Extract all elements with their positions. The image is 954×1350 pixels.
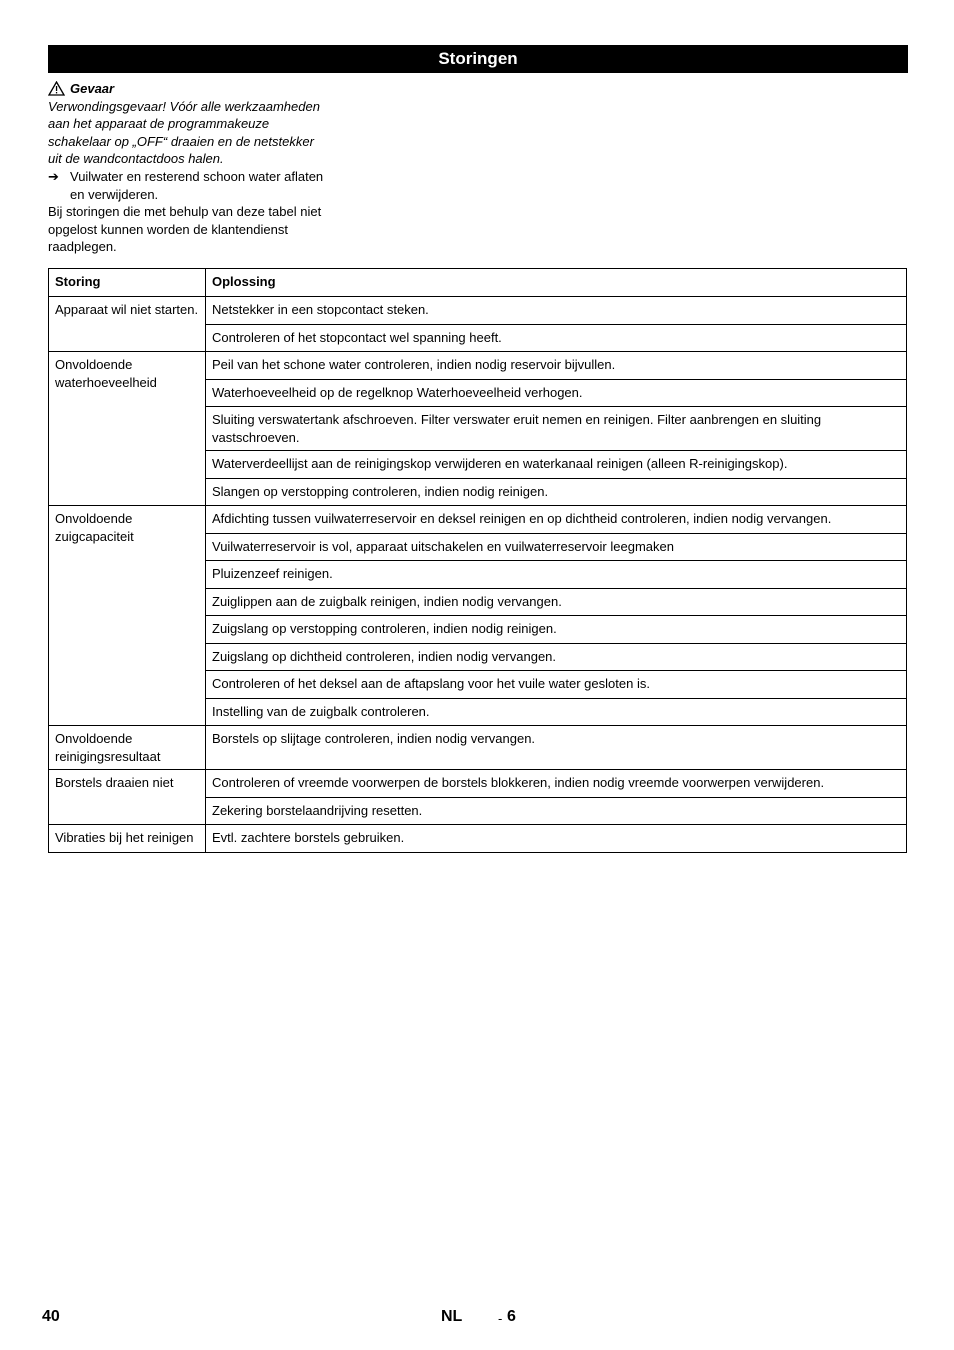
fault-cell: Onvoldoende reinigingsresultaat	[49, 726, 206, 770]
fault-cell: Borstels draaien niet	[49, 770, 206, 825]
solution-cell: Borstels op slijtage controleren, indien nodig vervangen.	[206, 726, 907, 770]
section-header	[48, 45, 908, 73]
solution-cell: Sluiting verswatertank afschroeven. Filter verswater eruit nemen en reinigen. Filter aanbrengen en sluiting vastschroeven.	[206, 407, 907, 451]
fault-cell: Onvoldoende zuigcapaciteit	[49, 506, 206, 726]
header-storing: Storing	[49, 269, 206, 297]
solution-cell: Evtl. zachtere borstels gebruiken.	[206, 825, 907, 853]
warning-triangle-icon	[48, 81, 65, 96]
warning-heading	[48, 80, 328, 98]
solution-cell: Controleren of vreemde voorwerpen de borstels blokkeren, indien nodig vreemde voorwerpen verwijderen.	[206, 770, 907, 798]
section-page-number: 6	[507, 1308, 516, 1325]
step-text: Vuilwater en resterend schoon water aflaten en verwijderen.	[70, 168, 324, 202]
warning-text: Verwondingsgevaar! Vóór alle werkzaamheden aan het apparaat de programmakeuze schakelaar op „OFF“ draaien en de netstekker uit de wandcontactdoos halen.	[48, 98, 320, 167]
page-number: 40	[42, 1308, 60, 1325]
table-row	[49, 770, 907, 798]
fault-cell: Onvoldoende waterhoeveelheid	[49, 352, 206, 506]
solution-cell: Waterverdeellijst aan de reinigingskop verwijderen en waterkanaal reinigen (alleen R-reinigingskop).	[206, 451, 907, 479]
solution-cell: Afdichting tussen vuilwaterreservoir en deksel reinigen en op dichtheid controleren, indien nodig vervangen.	[206, 506, 907, 534]
fault-cell: Apparaat wil niet starten.	[49, 297, 206, 352]
table-row	[49, 352, 907, 380]
language-code: NL	[441, 1308, 463, 1325]
table-row	[49, 506, 907, 534]
header-oplossing: Oplossing	[206, 269, 907, 297]
section-title: Storingen	[438, 49, 518, 68]
fault-cell: Vibraties bij het reinigen	[49, 825, 206, 853]
solution-cell: Peil van het schone water controleren, indien nodig reservoir bijvullen.	[206, 352, 907, 380]
solution-cell: Zekering borstelaandrijving resetten.	[206, 797, 907, 825]
table-row	[49, 297, 907, 325]
step-item	[48, 168, 328, 203]
solution-cell: Zuigslang op verstopping controleren, indien nodig reinigen.	[206, 616, 907, 644]
solution-cell: Controleren of het stopcontact wel spanning heeft.	[206, 324, 907, 352]
solution-cell: Slangen op verstopping controleren, indien nodig reinigen.	[206, 478, 907, 506]
solution-cell: Vuilwaterreservoir is vol, apparaat uitschakelen en vuilwaterreservoir leegmaken	[206, 533, 907, 561]
solution-cell: Netstekker in een stopcontact steken.	[206, 297, 907, 325]
service-note: Bij storingen die met behulp van deze tabel niet opgelost kunnen worden de klantendienst raadplegen.	[48, 204, 322, 255]
solution-cell: Pluizenzeef reinigen.	[206, 561, 907, 589]
troubleshooting-table	[48, 268, 907, 853]
arrow-right-icon: ➔	[48, 168, 59, 184]
intro-block	[48, 80, 328, 256]
table-row	[49, 726, 907, 770]
solution-cell: Waterhoeveelheid op de regelknop Waterhoeveelheid verhogen.	[206, 379, 907, 407]
table-header-row	[49, 269, 907, 297]
solution-cell: Instelling van de zuigbalk controleren.	[206, 698, 907, 726]
solution-cell: Controleren of het deksel aan de aftapslang voor het vuile water gesloten is.	[206, 671, 907, 699]
solution-cell: Zuiglippen aan de zuigbalk reinigen, indien nodig vervangen.	[206, 588, 907, 616]
warning-label: Gevaar	[70, 81, 115, 96]
table-body	[49, 297, 907, 853]
table-row	[49, 825, 907, 853]
footer-separator: -	[498, 1311, 503, 1326]
solution-cell: Zuigslang op dichtheid controleren, indien nodig vervangen.	[206, 643, 907, 671]
